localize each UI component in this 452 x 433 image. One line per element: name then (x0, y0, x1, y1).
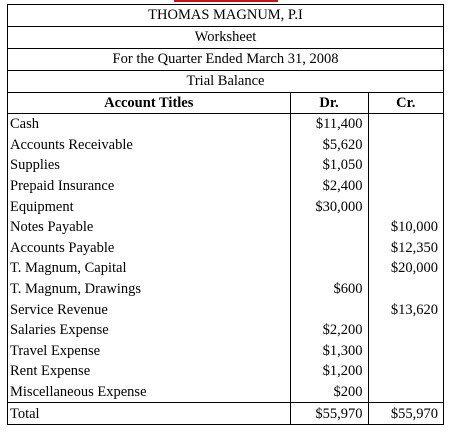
table-row (8, 341, 443, 362)
debit-amount: $200 (290, 382, 368, 403)
debit-amount: $600 (290, 279, 368, 300)
table-row (8, 135, 443, 156)
account-title: Accounts Payable (10, 239, 115, 256)
credit-amount: $13,620 (368, 299, 443, 320)
debit-amount (290, 238, 368, 259)
account-title: Prepaid Insurance (10, 178, 115, 195)
account-title: T. Magnum, Drawings (10, 281, 142, 298)
period-line: For the Quarter Ended March 31, 2008 (8, 49, 443, 71)
table-row (8, 320, 443, 341)
account-title: Travel Expense (10, 342, 101, 359)
red-underline-mark (174, 0, 278, 2)
account-title: Accounts Receivable (10, 136, 133, 153)
credit-amount (368, 176, 443, 197)
debit-header: Dr. (290, 93, 368, 114)
table-row (8, 299, 443, 320)
credit-amount (368, 155, 443, 176)
total-credit: $55,970 (368, 403, 443, 424)
table-row (8, 238, 443, 259)
debit-amount (290, 299, 368, 320)
debit-amount: $1,300 (290, 341, 368, 362)
debit-amount: $5,620 (290, 135, 368, 156)
account-rows (8, 114, 443, 403)
credit-amount (368, 196, 443, 217)
debit-amount: $2,400 (290, 176, 368, 197)
credit-amount (368, 341, 443, 362)
credit-amount (368, 361, 443, 382)
account-title: Notes Payable (10, 219, 94, 236)
trial-balance-worksheet (7, 4, 444, 425)
table-row (8, 382, 443, 403)
account-title: Supplies (10, 157, 60, 174)
account-title: Rent Expense (10, 363, 91, 380)
credit-amount (368, 114, 443, 135)
credit-amount: $20,000 (368, 258, 443, 279)
document-type: Worksheet (8, 27, 443, 49)
debit-amount: $2,200 (290, 320, 368, 341)
table-row (8, 361, 443, 382)
debit-amount: $30,000 (290, 196, 368, 217)
credit-amount (368, 135, 443, 156)
table-row (8, 155, 443, 176)
account-title: Equipment (10, 198, 74, 215)
account-title: Cash (10, 116, 39, 133)
table-row (8, 258, 443, 279)
account-title: Miscellaneous Expense (10, 384, 147, 401)
account-title: Salaries Expense (10, 322, 109, 339)
total-debit: $55,970 (290, 403, 368, 424)
total-row (8, 403, 443, 424)
account-title: T. Magnum, Capital (10, 260, 127, 277)
debit-amount: $11,400 (290, 114, 368, 135)
credit-header: Cr. (368, 93, 443, 114)
trial-balance-table (8, 93, 443, 424)
account-title: Service Revenue (10, 301, 108, 318)
total-label: Total (8, 403, 290, 424)
credit-amount (368, 279, 443, 300)
section-title: Trial Balance (8, 71, 443, 93)
debit-amount (290, 258, 368, 279)
table-row (8, 217, 443, 238)
table-row (8, 114, 443, 135)
column-header-row (8, 93, 443, 114)
credit-amount: $12,350 (368, 238, 443, 259)
table-row (8, 279, 443, 300)
credit-amount: $10,000 (368, 217, 443, 238)
credit-amount (368, 320, 443, 341)
debit-amount: $1,050 (290, 155, 368, 176)
table-row (8, 196, 443, 217)
credit-amount (368, 382, 443, 403)
debit-amount: $1,200 (290, 361, 368, 382)
table-row (8, 176, 443, 197)
account-titles-header: Account Titles (8, 93, 290, 114)
debit-amount (290, 217, 368, 238)
company-name: THOMAS MAGNUM, P.I (8, 5, 443, 27)
